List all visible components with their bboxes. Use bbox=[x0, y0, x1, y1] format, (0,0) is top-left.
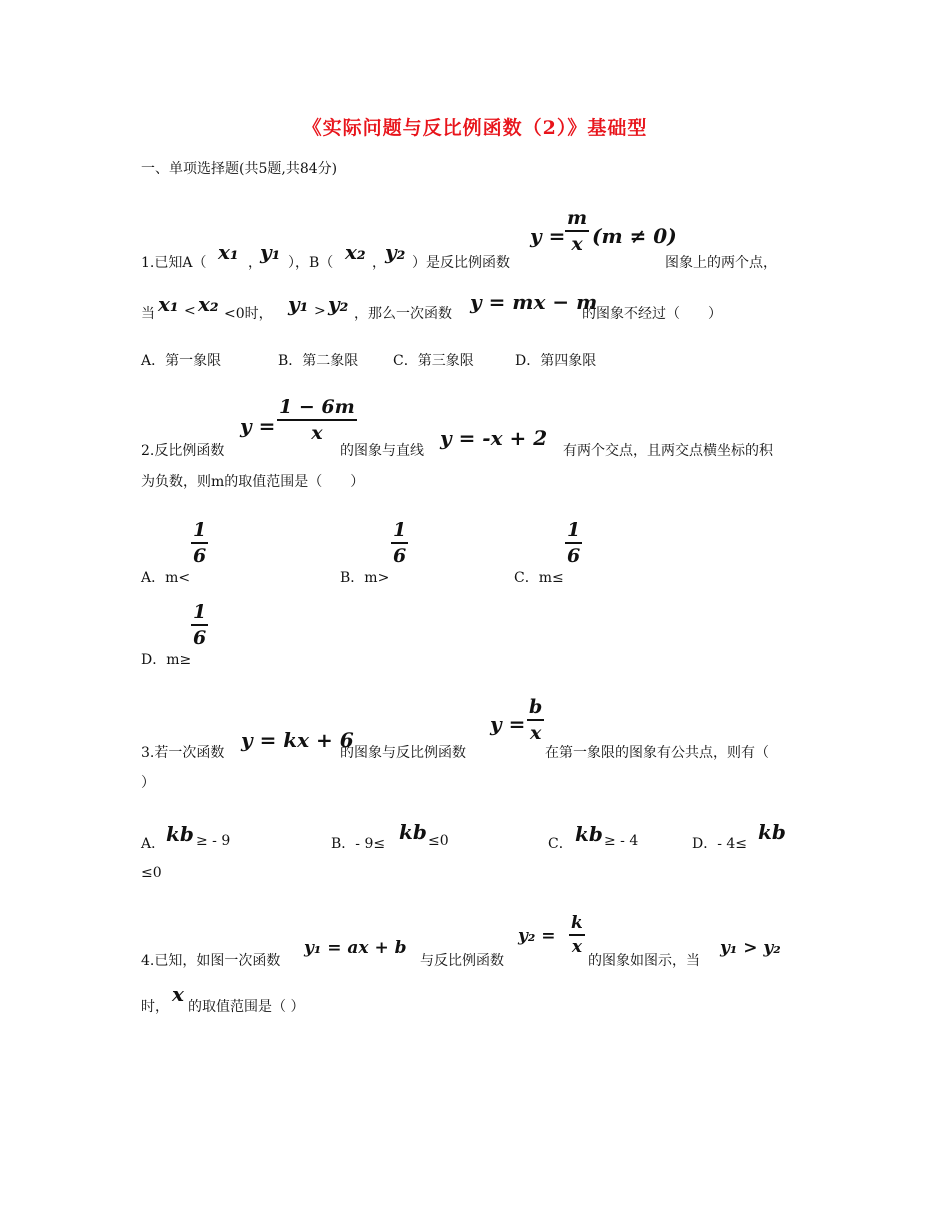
q1-text-b: ），B（ bbox=[288, 255, 334, 271]
q1-text-d: 图象上的两个点， bbox=[665, 255, 777, 271]
fraction-bar bbox=[565, 230, 589, 232]
q3-option-b-prefix[interactable]: B．- 9≤ bbox=[331, 836, 386, 852]
q2-text-c: 有两个交点，且两交点横坐标的积 bbox=[563, 443, 773, 459]
q1-func-condition: (m ≠ 0) bbox=[592, 224, 677, 248]
fraction-bar bbox=[527, 719, 544, 721]
fraction-numerator: 1 bbox=[193, 519, 207, 541]
q1-cond-y1: y₁ bbox=[288, 292, 309, 316]
q2-func-fraction bbox=[277, 396, 357, 444]
q1-comma1: ， bbox=[248, 255, 262, 271]
q3-option-b-suffix: ≤0 bbox=[428, 833, 449, 849]
q3-option-b-kb: kb bbox=[399, 820, 427, 844]
q3-option-a-suffix: ≥ - 9 bbox=[196, 833, 231, 849]
q4-func-fraction bbox=[569, 913, 585, 957]
fraction-denominator: 6 bbox=[193, 545, 207, 567]
q1-linear-function: y = mx − m bbox=[470, 290, 598, 314]
q2-option-d-fraction bbox=[191, 601, 208, 649]
fraction-denominator: 6 bbox=[393, 545, 407, 567]
q4-func-numerator: k bbox=[571, 913, 583, 933]
q1-func-lhs: y = bbox=[530, 224, 566, 248]
q1-func-denominator: x bbox=[571, 233, 583, 255]
q1-y1: y₁ bbox=[260, 240, 281, 264]
fraction-numerator: 1 bbox=[393, 519, 407, 541]
q3-option-c-prefix[interactable]: C． bbox=[548, 836, 573, 852]
q3-text-d: ） bbox=[141, 775, 155, 791]
fraction-numerator: 1 bbox=[193, 601, 207, 623]
q1-func-numerator: m bbox=[567, 207, 588, 229]
q1-option-b[interactable]: B．第二象限 bbox=[278, 353, 359, 369]
q1-text-h: 的图象不经过（ ） bbox=[582, 306, 722, 322]
q3-option-a-kb: kb bbox=[166, 822, 194, 846]
q1-cond-x2: x₂ bbox=[198, 292, 219, 316]
q2-option-d-label[interactable]: D．m≥ bbox=[141, 652, 192, 668]
q2-func-lhs: y = bbox=[240, 414, 276, 438]
q1-x2: x₂ bbox=[345, 240, 366, 264]
q2-text-d: 为负数，则m的取值范围是（ ） bbox=[141, 474, 365, 490]
q3-option-a-prefix[interactable]: A． bbox=[141, 836, 166, 852]
q2-text-b: 的图象与直线 bbox=[340, 443, 424, 459]
q3-func-denominator: x bbox=[529, 722, 542, 744]
q2-option-a-fraction bbox=[191, 519, 208, 567]
q2-option-c-fraction bbox=[565, 519, 582, 567]
q1-y2: y₂ bbox=[385, 240, 406, 264]
q3-text-a: 3.若一次函数 bbox=[141, 745, 225, 761]
fraction-bar bbox=[191, 624, 208, 626]
fraction-denominator: 6 bbox=[193, 627, 207, 649]
fraction-bar bbox=[565, 542, 582, 544]
q2-func-numerator: 1 − 6m bbox=[279, 396, 355, 418]
q1-option-d[interactable]: D．第四象限 bbox=[515, 353, 597, 369]
q1-option-a[interactable]: A．第一象限 bbox=[141, 353, 222, 369]
q3-option-d-prefix[interactable]: D．- 4≤ bbox=[692, 836, 748, 852]
q4-inequality: y₁ > y₂ bbox=[720, 938, 781, 958]
q1-x1: x₁ bbox=[218, 240, 239, 264]
q3-option-d-tail: ≤0 bbox=[141, 865, 162, 881]
q1-comma2: ， bbox=[372, 255, 386, 271]
q4-func-lhs: y₂ = bbox=[518, 926, 556, 946]
q3-func-lhs: y = bbox=[490, 712, 526, 736]
section-heading: 一、单项选择题(共5题,共84分) bbox=[141, 161, 338, 177]
q1-text-f: <0时， bbox=[224, 306, 273, 322]
q1-greater-than: > bbox=[314, 303, 326, 319]
q4-text-a: 4.已知，如图一次函数 bbox=[141, 953, 281, 969]
q1-text-g: ，那么一次函数 bbox=[354, 306, 452, 322]
q4-func-denominator: x bbox=[571, 937, 582, 957]
q1-func-fraction bbox=[565, 207, 589, 255]
q1-cond-y2: y₂ bbox=[328, 292, 349, 316]
q1-text-c: ）是反比例函数 bbox=[412, 255, 510, 271]
q1-text-e: 当 bbox=[141, 306, 155, 322]
q2-line-equation: y = -x + 2 bbox=[440, 426, 548, 450]
q4-text-e: 的取值范围是（ ） bbox=[188, 999, 305, 1015]
fraction-denominator: 6 bbox=[567, 545, 581, 567]
q3-option-d-kb: kb bbox=[758, 820, 786, 844]
fraction-bar bbox=[277, 419, 357, 421]
q1-option-c[interactable]: C．第三象限 bbox=[393, 353, 474, 369]
q3-func-numerator: b bbox=[529, 696, 543, 718]
q3-option-c-kb: kb bbox=[575, 822, 603, 846]
q3-option-c-suffix: ≥ - 4 bbox=[604, 833, 639, 849]
q3-text-c: 在第一象限的图象有公共点，则有（ bbox=[545, 745, 769, 761]
q3-text-b: 的图象与反比例函数 bbox=[340, 745, 466, 761]
q1-cond-x1: x₁ bbox=[158, 292, 179, 316]
q1-less-than: < bbox=[184, 303, 196, 319]
q3-func-fraction bbox=[527, 696, 544, 744]
q4-text-d: 时， bbox=[141, 999, 169, 1015]
q2-text-a: 2.反比例函数 bbox=[141, 443, 225, 459]
q4-text-b: 与反比例函数 bbox=[420, 953, 504, 969]
fraction-bar bbox=[191, 542, 208, 544]
fraction-numerator: 1 bbox=[567, 519, 581, 541]
q4-linear-function: y₁ = ax + b bbox=[304, 938, 407, 958]
q1-text-a: 1.已知A（ bbox=[141, 255, 207, 271]
q2-option-c-label[interactable]: C．m≤ bbox=[514, 570, 564, 586]
fraction-bar bbox=[391, 542, 408, 544]
q2-option-a-label[interactable]: A．m< bbox=[141, 570, 191, 586]
q3-linear-function: y = kx + 6 bbox=[241, 728, 354, 752]
q2-option-b-fraction bbox=[391, 519, 408, 567]
q2-func-denominator: x bbox=[311, 422, 323, 444]
q4-x-variable: x bbox=[172, 982, 184, 1006]
q2-option-b-label[interactable]: B．m> bbox=[340, 570, 390, 586]
fraction-bar bbox=[569, 934, 585, 936]
q4-text-c: 的图象如图示，当 bbox=[588, 953, 700, 969]
page-title: 《实际问题与反比例函数（2）》基础型 bbox=[302, 117, 648, 139]
